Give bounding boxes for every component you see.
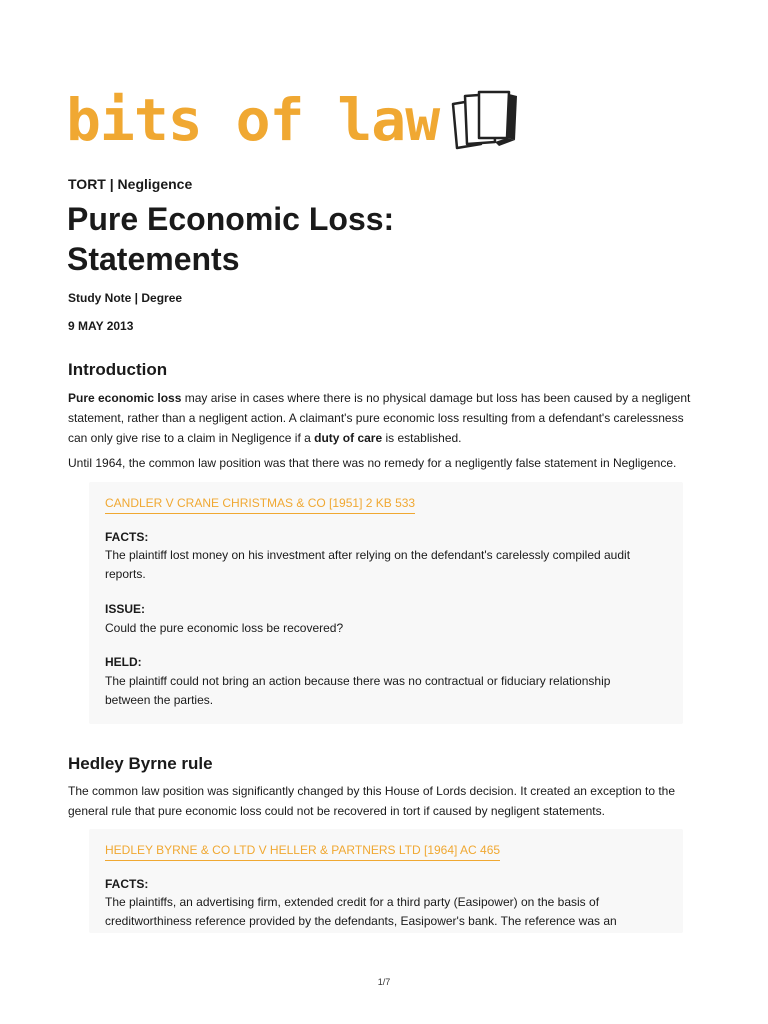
case-held-text: The plaintiff could not bring an action because there was no contractual or fiduciary relationship between the parties.: [105, 674, 611, 707]
site-logo[interactable]: [66, 84, 531, 156]
case-box-hedley-byrne: [89, 829, 683, 933]
case-held-label: HELD:: [105, 655, 142, 669]
stacked-papers-icon: [447, 84, 531, 156]
page-title-line-1: Pure Economic Loss:: [67, 201, 395, 237]
term-duty-of-care: duty of care: [314, 431, 383, 445]
page-title-line-2: Statements: [67, 241, 240, 277]
case-link-hedley-byrne[interactable]: HEDLEY BYRNE & CO LTD V HELLER & PARTNERS LTD [1964] AC 465: [105, 843, 500, 861]
intro-paragraph-1-text-b: is established.: [382, 431, 462, 445]
logo-text: bits of law: [66, 86, 440, 154]
section-heading-hedley-byrne: Hedley Byrne rule: [68, 754, 213, 773]
case-issue-label: ISSUE:: [105, 602, 146, 616]
intro-paragraph-1: [68, 388, 698, 448]
case-facts-text: The plaintiff lost money on his investment after relying on the defendant's carelessly compiled audit reports.: [105, 548, 631, 581]
case-facts-label: FACTS:: [105, 877, 149, 891]
category-breadcrumb: TORT | Negligence: [68, 176, 193, 192]
intro-paragraph-1-text-a: may arise in cases where there is no physical damage but loss has been caused by a negligent statement, rather than a negligent action. A claimant's pure economic loss resulting from a defendant's carelessness can only give rise to a claim in Negligence if a: [68, 391, 691, 445]
intro-paragraph-2: Until 1964, the common law position was that there was no remedy for a negligently false statement in Negligence.: [68, 456, 677, 470]
case-link-candler[interactable]: CANDLER V CRANE CHRISTMAS & CO [1951] 2 KB 533: [105, 496, 415, 514]
hedley-paragraph-1: The common law position was significantly changed by this House of Lords decision. It created an exception to the general rule that pure economic loss could not be recovered in tort if caused by negligent statements.: [68, 784, 676, 818]
case-issue-text: Could the pure economic loss be recovered?: [105, 621, 344, 635]
publish-date: 9 MAY 2013: [68, 319, 134, 333]
section-heading-introduction: Introduction: [68, 360, 168, 379]
page-number: 1/7: [377, 977, 391, 987]
term-pure-economic-loss: Pure economic loss: [68, 391, 182, 405]
note-type: Study Note | Degree: [68, 291, 183, 305]
case-facts-label: FACTS:: [105, 530, 149, 544]
case-box-candler: [89, 482, 683, 724]
page-title: [67, 199, 717, 279]
case-facts-text: The plaintiffs, an advertising firm, extended credit for a third party (Easipower) on the basis of creditworthiness reference provided by the defendants, Easipower's bank. The reference was an: [105, 895, 617, 928]
